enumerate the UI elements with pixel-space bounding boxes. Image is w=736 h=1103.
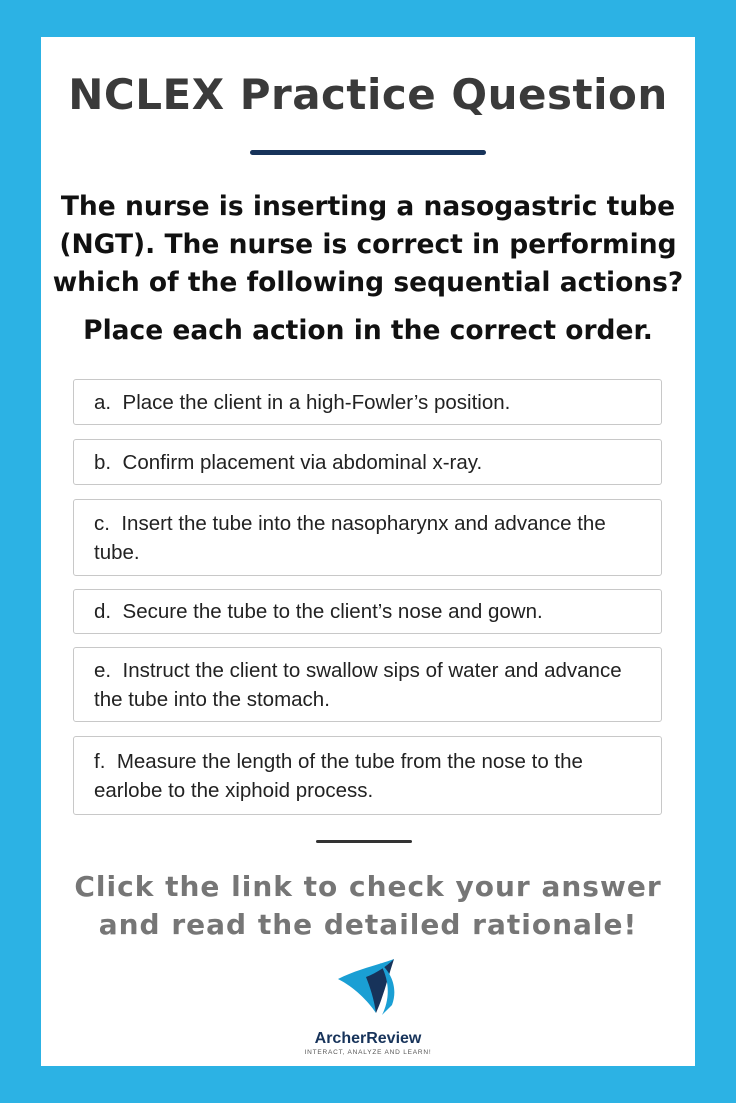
option-text [94,448,482,477]
option-label: Confirm placement via abdominal x-ray. [122,450,483,474]
option-text [94,747,651,805]
option-text [94,597,543,626]
archer-sail-logo-icon [332,955,404,1023]
brand-tagline: INTERACT, ANALYZE AND LEARN! [304,1049,432,1056]
option-letter: a. [94,390,112,414]
option-letter: d. [94,600,112,623]
option-letter: f. [94,749,106,773]
option-b[interactable] [73,439,662,485]
option-label: Measure the length of the tube from the nose to the earlobe to the xiphoid process. [94,749,583,802]
option-e[interactable] [73,647,662,722]
instruction-text: Place each action in the correct order. [83,315,653,346]
option-label: Secure the tube to the client’s nose and gown. [122,600,543,623]
options-list [73,379,662,815]
option-label: Instruct the client to swallow sips of water and advance the tube into the stomach. [94,658,622,711]
page-title: NCLEX Practice Question [68,70,668,119]
option-label: Insert the tube into the nasopharynx and advance the tube. [94,511,606,564]
brand-name: ArcherReview [314,1030,422,1047]
option-text [94,388,510,417]
option-f[interactable] [73,736,662,815]
option-letter: b. [94,450,112,474]
option-text [94,509,651,567]
section-divider [316,840,412,843]
option-c[interactable] [73,499,662,576]
option-d[interactable] [73,589,662,634]
title-divider [250,150,486,155]
option-text [94,656,651,714]
option-a[interactable] [73,379,662,425]
option-letter: e. [94,658,112,682]
option-letter: c. [94,511,110,535]
call-to-action[interactable]: Click the link to check your answer and read the detailed rationale! [74,870,662,941]
question-text: The nurse is inserting a nasogastric tube (NGT). The nurse is correct in performing which of the following sequential actions? [52,191,684,298]
option-label: Place the client in a high-Fowler’s position. [122,390,511,414]
